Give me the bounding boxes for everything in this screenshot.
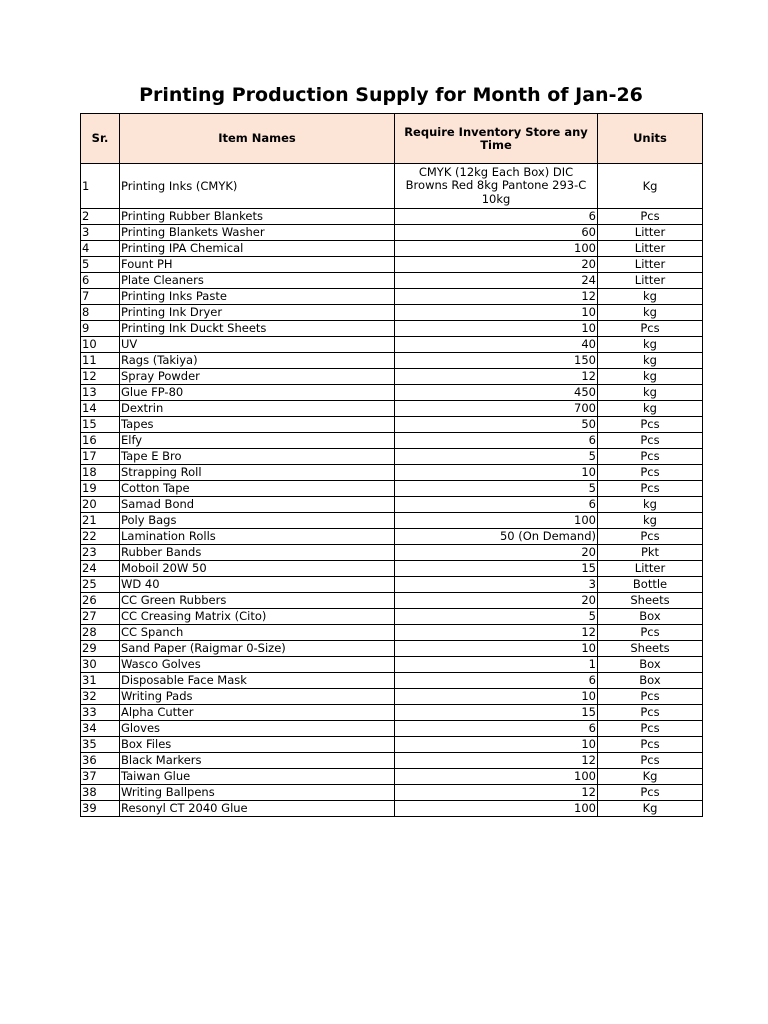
cell-item-name: Cotton Tape (120, 481, 395, 497)
table-row (81, 164, 703, 209)
cell-sr: 20 (81, 497, 120, 513)
cell-item-name: Plate Cleaners (120, 273, 395, 289)
cell-item-name: Sand Paper (Raigmar 0-Size) (120, 641, 395, 657)
cell-require-inventory: 20 (395, 545, 598, 561)
cell-item-name: Printing IPA Chemical (120, 241, 395, 257)
cell-require-inventory: 100 (395, 513, 598, 529)
cell-item-name: Lamination Rolls (120, 529, 395, 545)
cell-unit: Pcs (598, 753, 703, 769)
table-row (81, 337, 703, 353)
cell-unit: Pcs (598, 417, 703, 433)
cell-unit: kg (598, 289, 703, 305)
cell-sr: 31 (81, 673, 120, 689)
cell-unit: Litter (598, 257, 703, 273)
cell-sr: 7 (81, 289, 120, 305)
cell-item-name: Elfy (120, 433, 395, 449)
cell-sr: 18 (81, 465, 120, 481)
table-row (81, 625, 703, 641)
cell-require-inventory: 24 (395, 273, 598, 289)
cell-item-name: WD 40 (120, 577, 395, 593)
cell-require-inventory: 100 (395, 801, 598, 817)
cell-unit: kg (598, 401, 703, 417)
cell-item-name: Spray Powder (120, 369, 395, 385)
cell-require-inventory: 3 (395, 577, 598, 593)
header-units: Units (598, 114, 703, 164)
header-require-inventory: Require Inventory Store any Time (395, 114, 598, 164)
cell-item-name: Poly Bags (120, 513, 395, 529)
cell-require-inventory: 700 (395, 401, 598, 417)
table-body (81, 164, 703, 817)
cell-sr: 39 (81, 801, 120, 817)
cell-require-inventory: 150 (395, 353, 598, 369)
cell-sr: 1 (81, 164, 120, 209)
table-row (81, 705, 703, 721)
cell-item-name: Printing Ink Dryer (120, 305, 395, 321)
cell-require-inventory: 450 (395, 385, 598, 401)
table-row (81, 513, 703, 529)
cell-sr: 8 (81, 305, 120, 321)
cell-require-inventory: 50 (On Demand) (395, 529, 598, 545)
cell-unit: Pcs (598, 689, 703, 705)
table-row (81, 273, 703, 289)
cell-require-inventory: 1 (395, 657, 598, 673)
cell-require-inventory: 40 (395, 337, 598, 353)
cell-item-name: Printing Blankets Washer (120, 225, 395, 241)
page-title: Printing Production Supply for Month of Jan-26 (139, 84, 643, 106)
cell-require-inventory: 15 (395, 705, 598, 721)
cell-unit: Pcs (598, 737, 703, 753)
cell-sr: 35 (81, 737, 120, 753)
table-row (81, 289, 703, 305)
table-row (81, 529, 703, 545)
table-row (81, 753, 703, 769)
table-row (81, 481, 703, 497)
table-row (81, 593, 703, 609)
table-row (81, 385, 703, 401)
cell-item-name: Black Markers (120, 753, 395, 769)
table-row (81, 609, 703, 625)
cell-unit: Pcs (598, 705, 703, 721)
cell-sr: 12 (81, 369, 120, 385)
cell-unit: kg (598, 497, 703, 513)
cell-require-inventory: 6 (395, 673, 598, 689)
cell-require-inventory: 10 (395, 305, 598, 321)
cell-unit: Kg (598, 769, 703, 785)
header-item-names: Item Names (120, 114, 395, 164)
cell-item-name: Tapes (120, 417, 395, 433)
cell-require-inventory: 6 (395, 497, 598, 513)
cell-sr: 34 (81, 721, 120, 737)
cell-require-inventory: 12 (395, 625, 598, 641)
table-row (81, 801, 703, 817)
cell-item-name: Printing Rubber Blankets (120, 209, 395, 225)
header-sr: Sr. (81, 114, 120, 164)
cell-item-name: Strapping Roll (120, 465, 395, 481)
cell-item-name: CC Green Rubbers (120, 593, 395, 609)
table-row (81, 433, 703, 449)
table-row (81, 673, 703, 689)
cell-sr: 17 (81, 449, 120, 465)
table-row (81, 369, 703, 385)
cell-require-inventory: 12 (395, 785, 598, 801)
cell-item-name: Rags (Takiya) (120, 353, 395, 369)
cell-item-name: Fount PH (120, 257, 395, 273)
cell-unit: Pcs (598, 625, 703, 641)
table-row (81, 657, 703, 673)
cell-sr: 36 (81, 753, 120, 769)
cell-require-inventory: 50 (395, 417, 598, 433)
cell-require-inventory: 100 (395, 769, 598, 785)
cell-sr: 2 (81, 209, 120, 225)
cell-item-name: Alpha Cutter (120, 705, 395, 721)
table-row (81, 497, 703, 513)
cell-require-inventory: 5 (395, 481, 598, 497)
cell-unit: Box (598, 673, 703, 689)
cell-unit: kg (598, 337, 703, 353)
cell-sr: 4 (81, 241, 120, 257)
cell-sr: 13 (81, 385, 120, 401)
table-row (81, 305, 703, 321)
cell-sr: 9 (81, 321, 120, 337)
cell-item-name: Printing Inks Paste (120, 289, 395, 305)
cell-sr: 27 (81, 609, 120, 625)
cell-unit: Pcs (598, 529, 703, 545)
cell-sr: 25 (81, 577, 120, 593)
cell-unit: Sheets (598, 641, 703, 657)
cell-sr: 21 (81, 513, 120, 529)
cell-unit: Kg (598, 164, 703, 209)
cell-sr: 28 (81, 625, 120, 641)
table-row (81, 769, 703, 785)
cell-unit: Pcs (598, 433, 703, 449)
cell-require-inventory: 6 (395, 433, 598, 449)
cell-sr: 33 (81, 705, 120, 721)
cell-require-inventory: CMYK (12kg Each Box) DIC Browns Red 8kg Pantone 293-C 10kg (395, 164, 598, 209)
table-row (81, 449, 703, 465)
cell-item-name: Disposable Face Mask (120, 673, 395, 689)
table-row (81, 321, 703, 337)
table-row (81, 353, 703, 369)
cell-sr: 30 (81, 657, 120, 673)
cell-item-name: CC Spanch (120, 625, 395, 641)
cell-unit: Pcs (598, 449, 703, 465)
cell-unit: Litter (598, 225, 703, 241)
cell-require-inventory: 6 (395, 721, 598, 737)
cell-unit: Pcs (598, 721, 703, 737)
cell-unit: Pcs (598, 321, 703, 337)
table-row (81, 721, 703, 737)
cell-unit: Pkt (598, 545, 703, 561)
cell-unit: Litter (598, 241, 703, 257)
cell-unit: Kg (598, 801, 703, 817)
cell-unit: kg (598, 385, 703, 401)
cell-unit: Litter (598, 273, 703, 289)
cell-unit: kg (598, 369, 703, 385)
table-row (81, 785, 703, 801)
cell-unit: Pcs (598, 465, 703, 481)
table-row (81, 561, 703, 577)
cell-sr: 5 (81, 257, 120, 273)
cell-require-inventory: 12 (395, 369, 598, 385)
table-row (81, 241, 703, 257)
cell-item-name: Tape E Bro (120, 449, 395, 465)
cell-item-name: Writing Ballpens (120, 785, 395, 801)
cell-require-inventory: 20 (395, 593, 598, 609)
cell-require-inventory: 12 (395, 289, 598, 305)
cell-require-inventory: 6 (395, 209, 598, 225)
cell-unit: Pcs (598, 785, 703, 801)
cell-item-name: Dextrin (120, 401, 395, 417)
table-row (81, 209, 703, 225)
cell-require-inventory: 5 (395, 449, 598, 465)
cell-sr: 32 (81, 689, 120, 705)
cell-item-name: Printing Ink Duckt Sheets (120, 321, 395, 337)
cell-unit: kg (598, 513, 703, 529)
cell-sr: 11 (81, 353, 120, 369)
cell-require-inventory: 15 (395, 561, 598, 577)
table-row (81, 257, 703, 273)
cell-require-inventory: 10 (395, 737, 598, 753)
cell-sr: 22 (81, 529, 120, 545)
cell-item-name: Moboil 20W 50 (120, 561, 395, 577)
cell-sr: 38 (81, 785, 120, 801)
cell-item-name: CC Creasing Matrix (Cito) (120, 609, 395, 625)
cell-require-inventory: 10 (395, 321, 598, 337)
table-row (81, 465, 703, 481)
cell-require-inventory: 10 (395, 465, 598, 481)
cell-sr: 14 (81, 401, 120, 417)
table-row (81, 577, 703, 593)
cell-require-inventory: 5 (395, 609, 598, 625)
cell-sr: 15 (81, 417, 120, 433)
cell-require-inventory: 60 (395, 225, 598, 241)
cell-item-name: Glue FP-80 (120, 385, 395, 401)
table-row (81, 737, 703, 753)
cell-sr: 37 (81, 769, 120, 785)
cell-unit: Pcs (598, 481, 703, 497)
cell-item-name: Printing Inks (CMYK) (120, 164, 395, 209)
cell-unit: Litter (598, 561, 703, 577)
cell-unit: Sheets (598, 593, 703, 609)
cell-require-inventory: 10 (395, 689, 598, 705)
cell-sr: 3 (81, 225, 120, 241)
cell-sr: 23 (81, 545, 120, 561)
table-row (81, 545, 703, 561)
cell-item-name: Samad Bond (120, 497, 395, 513)
cell-item-name: Resonyl CT 2040 Glue (120, 801, 395, 817)
cell-sr: 16 (81, 433, 120, 449)
cell-unit: kg (598, 353, 703, 369)
cell-unit: Bottle (598, 577, 703, 593)
cell-item-name: Writing Pads (120, 689, 395, 705)
cell-item-name: Taiwan Glue (120, 769, 395, 785)
cell-require-inventory: 100 (395, 241, 598, 257)
table-row (81, 401, 703, 417)
cell-sr: 6 (81, 273, 120, 289)
cell-sr: 26 (81, 593, 120, 609)
cell-sr: 29 (81, 641, 120, 657)
supply-table (80, 113, 703, 817)
cell-sr: 24 (81, 561, 120, 577)
cell-require-inventory: 12 (395, 753, 598, 769)
header-row (81, 114, 703, 164)
cell-unit: kg (598, 305, 703, 321)
cell-unit: Box (598, 657, 703, 673)
cell-unit: Box (598, 609, 703, 625)
cell-item-name: Rubber Bands (120, 545, 395, 561)
cell-item-name: Box Files (120, 737, 395, 753)
cell-require-inventory: 10 (395, 641, 598, 657)
table-row (81, 225, 703, 241)
table-row (81, 417, 703, 433)
table-row (81, 689, 703, 705)
cell-sr: 10 (81, 337, 120, 353)
cell-sr: 19 (81, 481, 120, 497)
table-row (81, 641, 703, 657)
cell-item-name: Gloves (120, 721, 395, 737)
cell-require-inventory: 20 (395, 257, 598, 273)
cell-unit: Pcs (598, 209, 703, 225)
cell-item-name: UV (120, 337, 395, 353)
cell-item-name: Wasco Golves (120, 657, 395, 673)
